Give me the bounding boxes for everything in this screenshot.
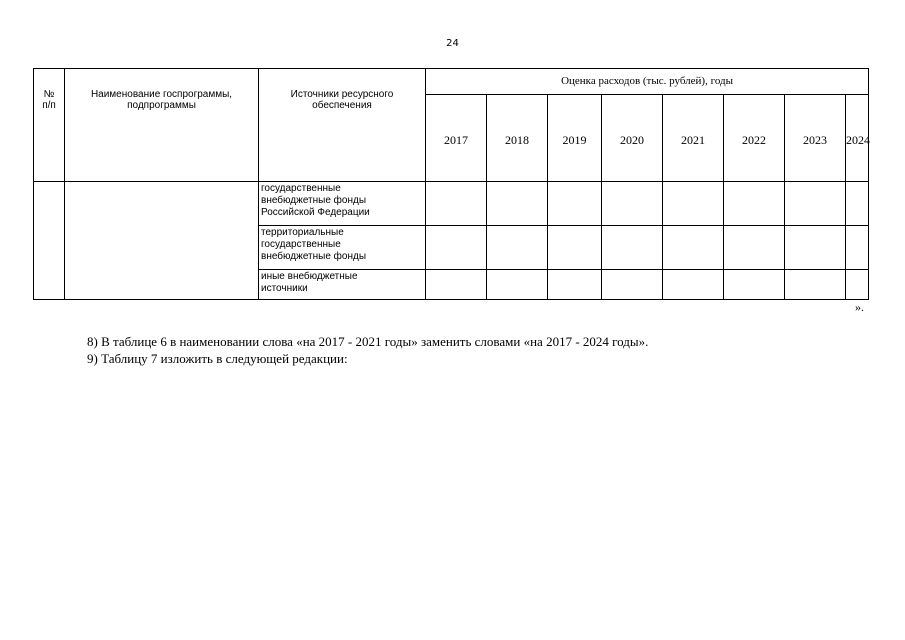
column-header-program-name: Наименование госпрограммы, подпрограммы: [65, 69, 259, 182]
column-header-year-2019: 2019: [548, 94, 602, 181]
cell-source: государственные внебюджетные фонды Российской Федерации: [259, 182, 426, 226]
cell-source: иные внебюджетные источники: [259, 270, 426, 300]
column-header-year-2023: 2023: [785, 94, 846, 181]
paragraph-item-9: 9) Таблицу 7 изложить в следующей редакции:: [87, 351, 348, 366]
paragraph-item-8: 8) В таблице 6 в наименовании слова «на 2017 - 2021 годы» заменить словами «на 2017 - 2024 годы».: [87, 334, 649, 349]
page-number: 24: [446, 38, 459, 49]
column-header-year-2021: 2021: [663, 94, 724, 181]
column-group-expense-estimate: Оценка расходов (тыс. рублей), годы: [426, 69, 869, 95]
table-row: [34, 182, 869, 226]
header-row-1: [34, 69, 869, 95]
cell-source: территориальные государственные внебюджетные фонды: [259, 226, 426, 270]
budget-table: [33, 68, 869, 300]
column-header-year-2017: 2017: [426, 94, 487, 181]
column-header-year-2024: 2024: [846, 94, 869, 181]
column-header-number: № п/п: [34, 69, 65, 182]
cell-program-name: [65, 182, 259, 300]
cell-number: [34, 182, 65, 300]
column-header-year-2022: 2022: [724, 94, 785, 181]
column-header-year-2018: 2018: [487, 94, 548, 181]
closing-quote: ».: [855, 300, 864, 314]
column-header-resource-source: Источники ресурсного обеспечения: [259, 69, 426, 182]
column-header-year-2020: 2020: [602, 94, 663, 181]
